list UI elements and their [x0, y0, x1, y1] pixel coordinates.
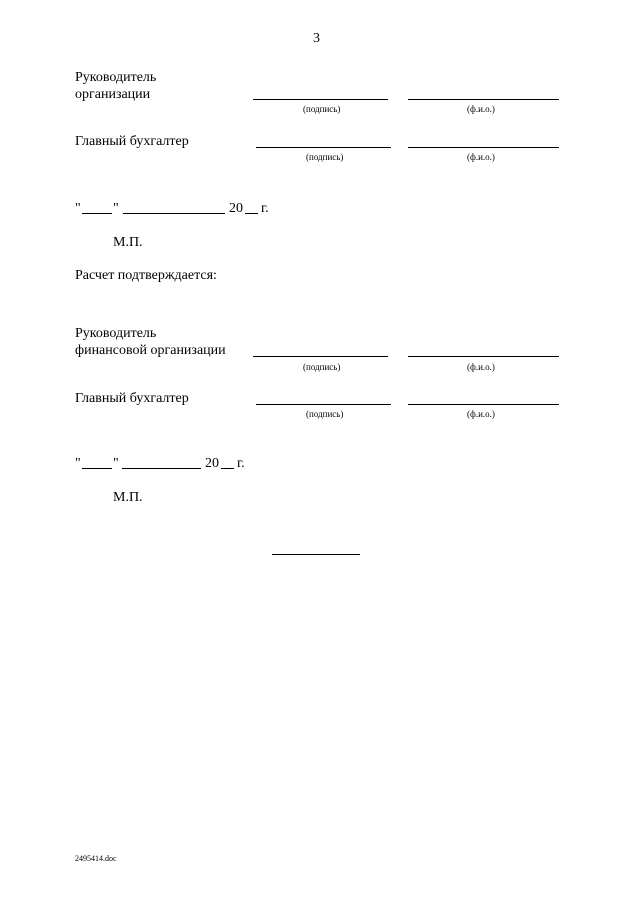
accountant-signature-line [256, 147, 391, 148]
date-open-quote: " [75, 201, 81, 216]
page-number: 3 [313, 31, 320, 46]
signature-caption: (подпись) [303, 104, 341, 114]
accountant-name-line [408, 147, 559, 148]
head-name-line [408, 99, 559, 100]
fin-head-label-line1: Руководитель [75, 326, 157, 341]
date-month-line [123, 213, 225, 214]
fin-head-signature-line [253, 356, 388, 357]
confirmation-heading: Расчет подтверждается: [75, 268, 217, 283]
name-caption: (ф.и.о.) [467, 152, 495, 162]
date-suffix: г. [261, 201, 269, 216]
head-label-line2: организации [75, 87, 151, 102]
stamp-label: М.П. [113, 235, 143, 250]
fin-accountant-name-line [408, 404, 559, 405]
date-year-line [245, 213, 258, 214]
date-open-quote: " [75, 456, 81, 471]
signature-caption: (подпись) [306, 152, 344, 162]
date-day-line [82, 213, 112, 214]
accountant-label: Главный бухгалтер [75, 134, 189, 149]
date-close-quote: " [113, 456, 119, 471]
date-year-line [221, 468, 234, 469]
date-year-prefix: 20 [205, 456, 219, 471]
fin-head-name-line [408, 356, 559, 357]
date-month-line [122, 468, 201, 469]
stamp-label: М.П. [113, 490, 143, 505]
name-caption: (ф.и.о.) [467, 104, 495, 114]
fin-accountant-signature-line [256, 404, 391, 405]
signature-caption: (подпись) [303, 362, 341, 372]
closing-separator-line [272, 554, 360, 555]
date-day-line [82, 468, 112, 469]
name-caption: (ф.и.о.) [467, 362, 495, 372]
date-year-prefix: 20 [229, 201, 243, 216]
fin-head-label-line2: финансовой организации [75, 343, 226, 358]
head-label-line1: Руководитель [75, 70, 157, 85]
head-signature-line [253, 99, 388, 100]
fin-accountant-label: Главный бухгалтер [75, 391, 189, 406]
date-close-quote: " [113, 201, 119, 216]
footer-filename: 2495414.doc [75, 854, 117, 863]
date-suffix: г. [237, 456, 245, 471]
signature-caption: (подпись) [306, 409, 344, 419]
name-caption: (ф.и.о.) [467, 409, 495, 419]
